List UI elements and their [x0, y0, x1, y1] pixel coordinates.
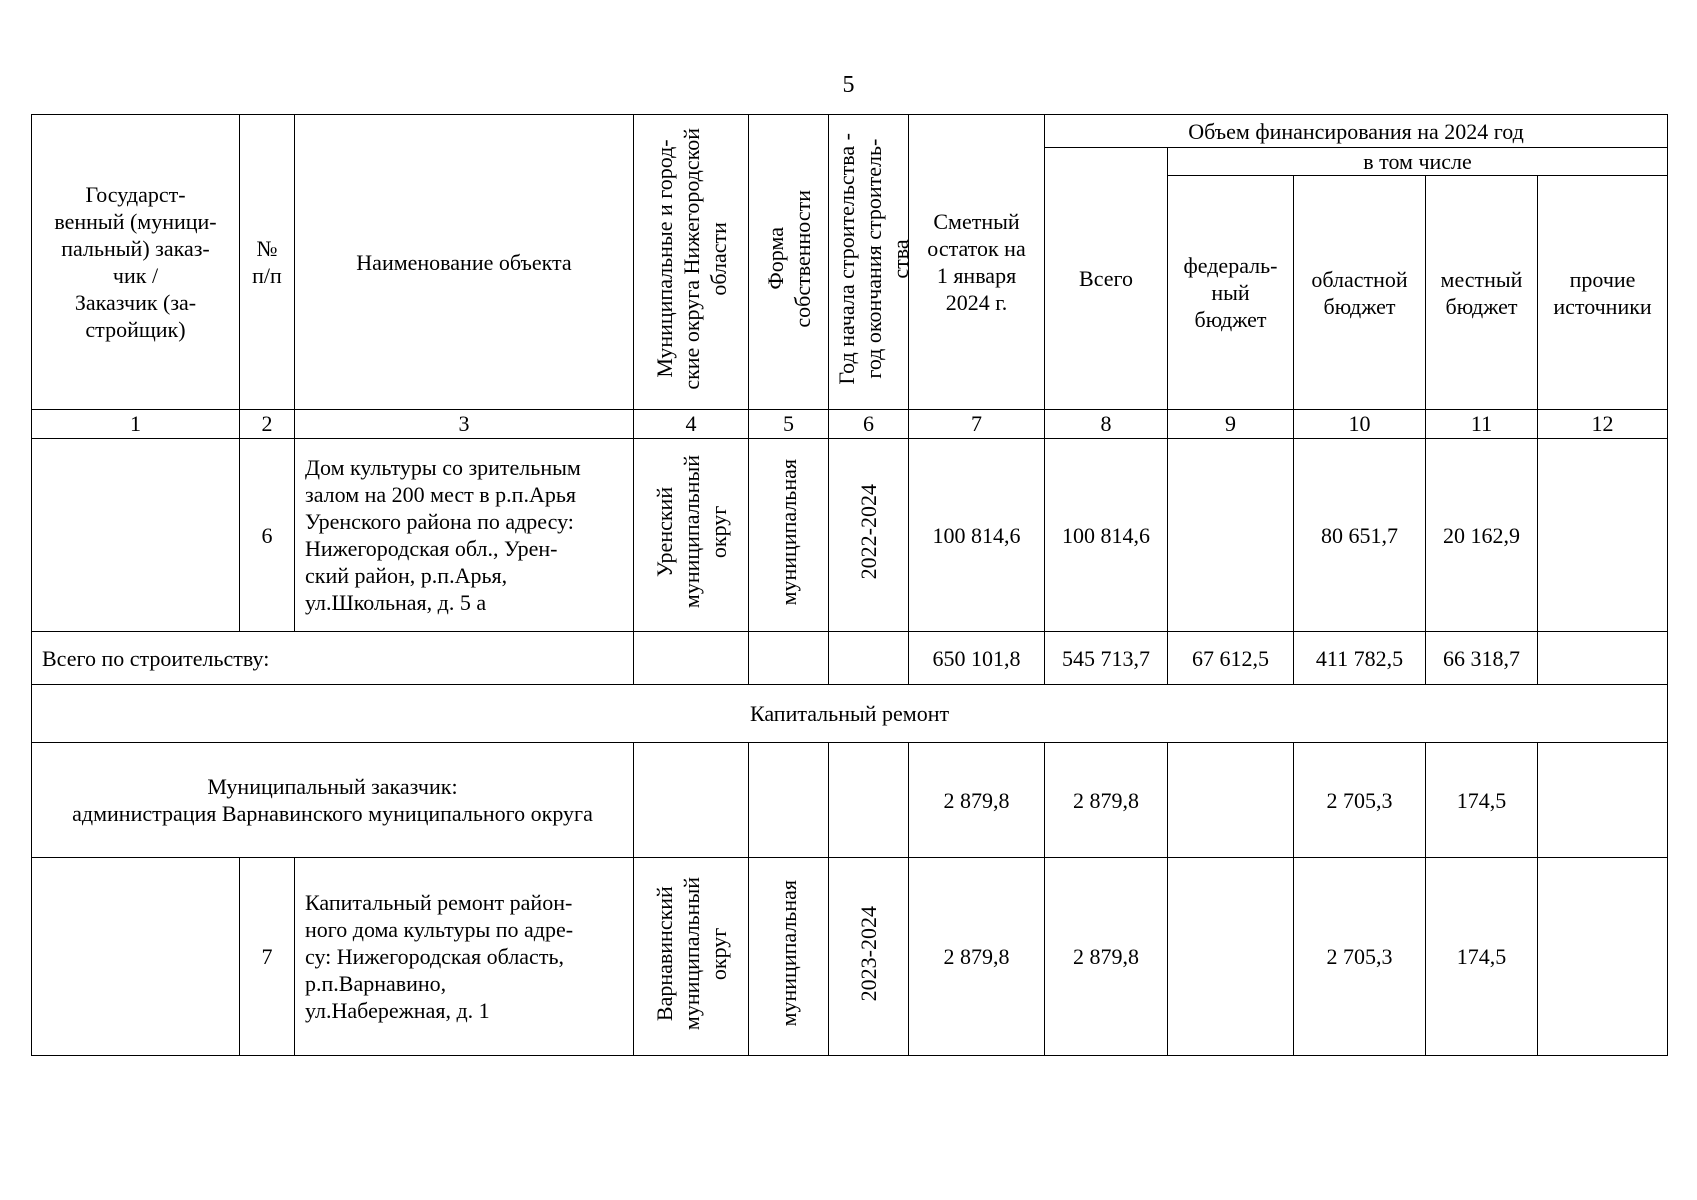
header-federal: федераль- ный бюджет [1168, 176, 1294, 410]
total-cell: 2 879,8 [1045, 858, 1168, 1056]
object-name: Капитальный ремонт район- ного дома культуры по адре- су: Нижегородская область, р.п.Варнавино, ул.Набережная, д. 1 [295, 858, 634, 1056]
column-number: 8 [1045, 410, 1168, 439]
construction-total-row [32, 632, 1668, 685]
estimate-cell: 100 814,6 [909, 439, 1045, 632]
header-including: в том числе [1168, 148, 1668, 176]
section-heading: Капитальный ремонт [32, 685, 1668, 743]
column-number: 3 [295, 410, 634, 439]
estimate-cell: 2 879,8 [909, 743, 1045, 858]
header-local: местный бюджет [1426, 176, 1538, 410]
federal-cell: 67 612,5 [1168, 632, 1294, 685]
ownership-cell: муниципальная [749, 439, 829, 632]
column-number: 1 [32, 410, 240, 439]
regional-cell: 80 651,7 [1294, 439, 1426, 632]
other-cell [1538, 632, 1668, 685]
column-number: 7 [909, 410, 1045, 439]
customer-label: Муниципальный заказчик: администрация Варнавинского муниципального округа [32, 743, 634, 858]
customer-cell [32, 439, 240, 632]
regional-cell: 2 705,3 [1294, 743, 1426, 858]
column-numbers-row [32, 410, 1668, 439]
column-number: 6 [829, 410, 909, 439]
empty-cell [634, 632, 749, 685]
column-number: 10 [1294, 410, 1426, 439]
header-customer: Государст- венный (муници- пальный) заказ- чик / Заказчик (за- стройщик) [32, 115, 240, 410]
federal-cell [1168, 743, 1294, 858]
header-ownership: Форма собственности [749, 115, 829, 410]
municipality-cell: Варнавинский муниципальный округ [634, 858, 749, 1056]
local-cell: 20 162,9 [1426, 439, 1538, 632]
local-cell: 174,5 [1426, 858, 1538, 1056]
header-estimate: Сметный остаток на 1 января 2024 г. [909, 115, 1045, 410]
customer-row [32, 743, 1668, 858]
empty-cell [749, 743, 829, 858]
other-cell [1538, 439, 1668, 632]
row-number: 6 [240, 439, 295, 632]
financing-table [31, 114, 1668, 1056]
local-cell: 174,5 [1426, 743, 1538, 858]
page-number: 5 [842, 72, 855, 98]
section-row [32, 685, 1668, 743]
total-cell: 545 713,7 [1045, 632, 1168, 685]
object-name: Дом культуры со зрительным залом на 200 мест в р.п.Арья Уренского района по адресу: Нижегородская обл., Урен- ский район, р.п.Арья, ул.Школьная, д. 5 а [295, 439, 634, 632]
estimate-cell: 650 101,8 [909, 632, 1045, 685]
regional-cell: 411 782,5 [1294, 632, 1426, 685]
header-num: № п/п [240, 115, 295, 410]
total-cell: 100 814,6 [1045, 439, 1168, 632]
column-number: 12 [1538, 410, 1668, 439]
header-row-1 [32, 115, 1668, 148]
column-number: 5 [749, 410, 829, 439]
table-row [32, 439, 1668, 632]
header-municipality: Муниципальные и город- ские округа Нижегородской области [634, 115, 749, 410]
header-total: Всего [1045, 148, 1168, 410]
local-cell: 66 318,7 [1426, 632, 1538, 685]
total-cell: 2 879,8 [1045, 743, 1168, 858]
column-number: 2 [240, 410, 295, 439]
construction-total-label: Всего по строительству: [32, 632, 634, 685]
column-number: 4 [634, 410, 749, 439]
empty-cell [749, 632, 829, 685]
table-row [32, 858, 1668, 1056]
estimate-cell: 2 879,8 [909, 858, 1045, 1056]
years-cell: 2022-2024 [829, 439, 909, 632]
empty-cell [829, 632, 909, 685]
header-other: прочие источники [1538, 176, 1668, 410]
header-regional: областной бюджет [1294, 176, 1426, 410]
years-cell: 2023-2024 [829, 858, 909, 1056]
customer-cell [32, 858, 240, 1056]
header-funding-group: Объем финансирования на 2024 год [1045, 115, 1668, 148]
other-cell [1538, 743, 1668, 858]
row-number: 7 [240, 858, 295, 1056]
federal-cell [1168, 439, 1294, 632]
other-cell [1538, 858, 1668, 1056]
municipality-cell: Уренский муниципальный округ [634, 439, 749, 632]
federal-cell [1168, 858, 1294, 1056]
column-number: 11 [1426, 410, 1538, 439]
empty-cell [829, 743, 909, 858]
column-number: 9 [1168, 410, 1294, 439]
header-object-name: Наименование объекта [295, 115, 634, 410]
regional-cell: 2 705,3 [1294, 858, 1426, 1056]
empty-cell [634, 743, 749, 858]
ownership-cell: муниципальная [749, 858, 829, 1056]
header-years: Год начала строительства - год окончания строитель- ства [829, 115, 909, 410]
